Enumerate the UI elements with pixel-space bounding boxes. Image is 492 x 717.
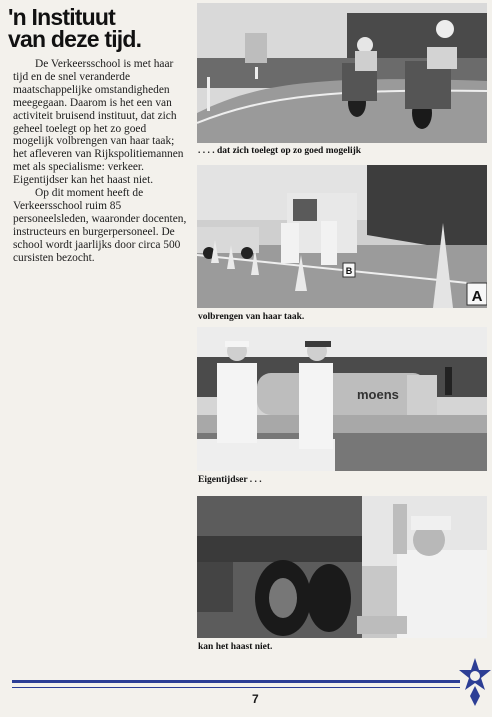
sign-letter-b: B (345, 266, 353, 276)
footer-rule-thin (12, 687, 460, 688)
paragraph-1: De Verkeersschool is met haar tijd en de snel veranderde maatschappelijke omstandigheden meegegaan. Daarom is het een van activiteit bruisend instituut, dat zich geheel toelegt op het zo goed mogelijk volbrengen van haar taak; het afleveren van Rijkspolitiemannen met als specialisme: verkeer. Eigentijdser kan het haast niet. (13, 58, 184, 187)
photo-traffic-officers (197, 327, 487, 471)
page-number: 7 (252, 692, 259, 706)
title-line-2: van deze tijd. (8, 26, 142, 52)
police-star-emblem-icon (458, 656, 492, 708)
body-text (13, 58, 189, 265)
photo-officer-truck (197, 496, 487, 638)
caption-1: . . . . dat zich toelegt op zo goed mogelijk (198, 146, 362, 156)
paragraph-2: Op dit moment heeft de Verkeersschool ruim 85 personeelsleden, waaronder docenten, instructeurs en burgerpersoneel. De school wordt jaarlijks door circa 500 cursisten bezocht. (13, 187, 187, 264)
caption-2: volbrengen van haar taak. (198, 312, 305, 322)
photo-traffic-cones (197, 165, 487, 308)
sign-letter-a: A (471, 288, 483, 305)
truck-lettering: moens (357, 387, 399, 402)
photo-motorcycles (197, 3, 487, 143)
caption-3: Eigentijdser . . . (198, 475, 262, 485)
title-line-1: 'n Instituut (8, 4, 116, 30)
caption-4: kan het haast niet. (198, 642, 273, 652)
page-title (8, 6, 188, 50)
footer-rule (12, 680, 460, 683)
